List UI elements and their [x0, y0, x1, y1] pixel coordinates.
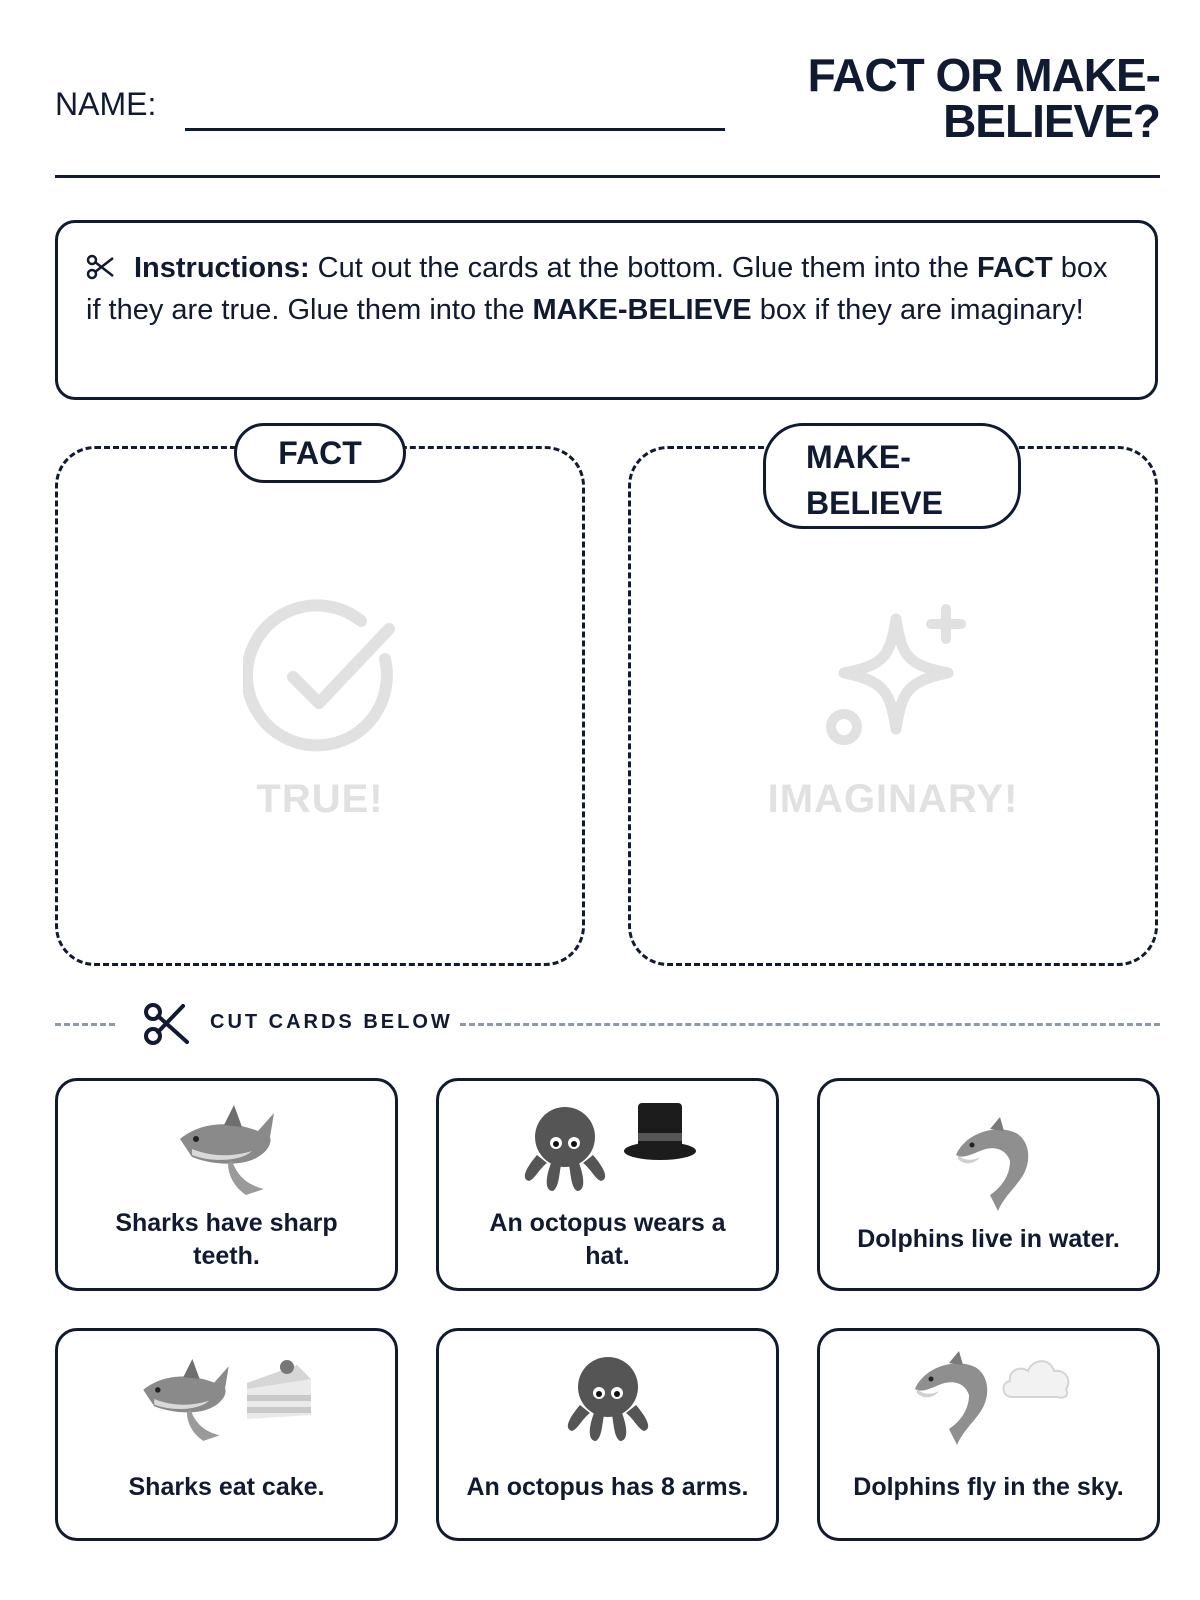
dolphin-icon: [944, 1115, 1034, 1215]
top-hat-icon: [620, 1099, 700, 1169]
instructions-text-2: box if they are true. Glue them into the: [86, 252, 1108, 326]
sparkle-icon: [816, 599, 976, 759]
make-believe-label-line2: BELIEVE: [806, 485, 943, 521]
card-sharks-cake[interactable]: [55, 1328, 398, 1541]
header-divider: [55, 175, 1160, 178]
instructions-lead: Instructions:: [134, 252, 310, 284]
instructions-fact-word: FACT: [977, 252, 1053, 284]
card-text-line2: teeth.: [193, 1242, 260, 1270]
shark-icon: [136, 1349, 236, 1449]
scissors-icon: [143, 1000, 191, 1048]
fact-placeholder: TRUE!: [256, 777, 384, 821]
page-title: FACT OR MAKE-BELIEVE?: [807, 49, 1160, 147]
card-text: [72, 1207, 381, 1273]
cloud-icon: [998, 1349, 1074, 1409]
cut-label: CUT CARDS BELOW: [210, 1011, 453, 1033]
card-text: [834, 1471, 1143, 1504]
card-text: [453, 1471, 762, 1504]
instructions-make-word: MAKE-BELIEVE: [532, 294, 752, 326]
octopus-icon: [515, 1099, 615, 1199]
card-text-line1: Sharks have sharp: [115, 1209, 338, 1237]
card-text-line1: Sharks eat cake.: [128, 1473, 325, 1501]
name-label: NAME:: [55, 86, 157, 122]
cut-dash-left: [55, 1023, 115, 1026]
make-believe-box-label: [763, 423, 1021, 529]
card-octopus-hat[interactable]: [436, 1078, 779, 1291]
card-text-line2: hat.: [585, 1242, 630, 1270]
card-text: [834, 1223, 1143, 1256]
instructions-box: [55, 220, 1158, 400]
card-text: [453, 1207, 762, 1273]
card-dolphins-water[interactable]: [817, 1078, 1160, 1291]
card-dolphins-sky[interactable]: [817, 1328, 1160, 1541]
shark-icon: [172, 1099, 282, 1199]
check-circle-icon: [243, 599, 403, 759]
card-octopus-arms[interactable]: [436, 1328, 779, 1541]
instructions-text-3: box if they are imaginary!: [751, 294, 1084, 326]
fact-drop-box[interactable]: [55, 435, 585, 966]
cut-dash-right: [460, 1023, 1160, 1026]
scissors-icon: [86, 252, 116, 282]
card-sharks-teeth[interactable]: [55, 1078, 398, 1291]
make-believe-label-line1: MAKE-: [806, 439, 911, 475]
card-text-line1: Dolphins live in water.: [857, 1225, 1120, 1253]
card-text-line1: Dolphins fly in the sky.: [853, 1473, 1124, 1501]
octopus-icon: [558, 1349, 658, 1449]
make-believe-placeholder: IMAGINARY!: [767, 777, 1019, 821]
dolphin-icon: [903, 1349, 993, 1449]
card-text-line1: An octopus has 8 arms.: [466, 1473, 749, 1501]
card-text-line1: An octopus wears a: [489, 1209, 726, 1237]
make-believe-drop-box[interactable]: [628, 439, 1158, 966]
worksheet-header: [55, 40, 1160, 180]
instructions-text-1: Cut out the cards at the bottom. Glue them into the: [309, 252, 977, 284]
fact-box-label: FACT: [234, 423, 406, 483]
cut-line: [55, 1000, 1160, 1050]
cake-icon: [241, 1349, 317, 1429]
name-field-line[interactable]: [185, 128, 725, 131]
card-text: [72, 1471, 381, 1504]
